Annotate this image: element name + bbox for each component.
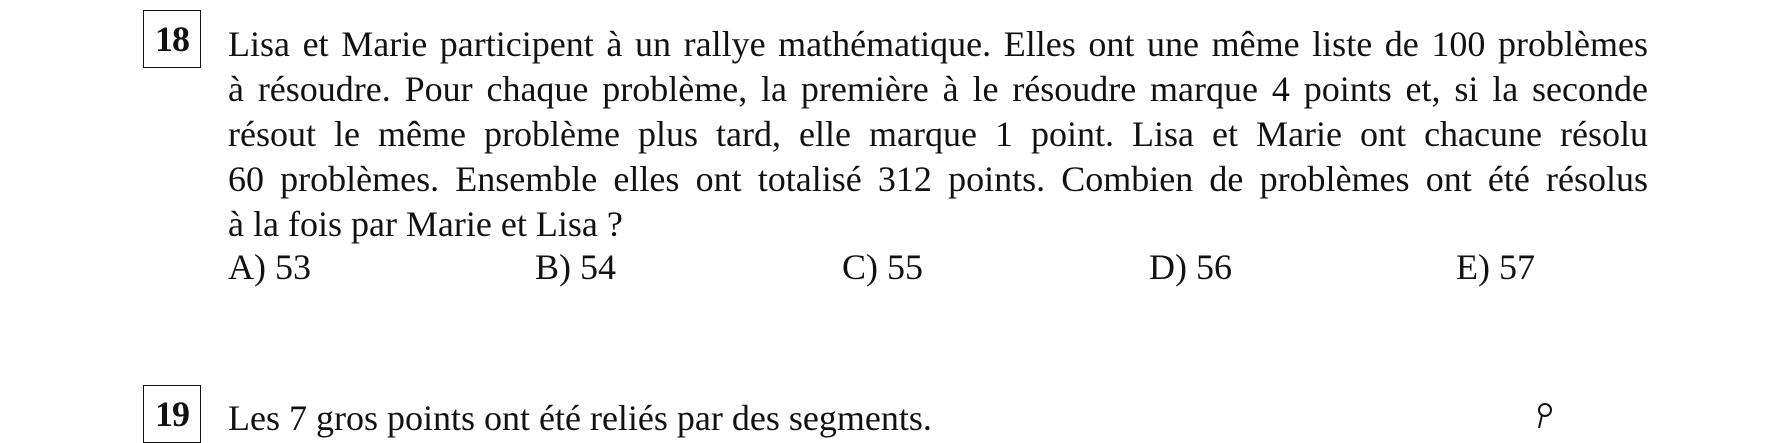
choice-e[interactable]: E) 57 bbox=[1456, 247, 1535, 287]
choice-b[interactable]: B) 54 bbox=[535, 247, 616, 287]
question-19-text bbox=[228, 396, 1648, 441]
choice-d[interactable]: D) 56 bbox=[1149, 247, 1232, 287]
question-18-line-5: à la fois par Marie et Lisa ? bbox=[228, 204, 623, 244]
question-18-line-4: 60 problèmes. Ensemble elles ont totalisé 312 points. Combien de problèmes ont été résolus bbox=[228, 159, 1648, 199]
question-18-line-3: résout le même problème plus tard, elle marque 1 point. Lisa et Marie ont chacune résolu bbox=[228, 114, 1648, 154]
question-number: 19 bbox=[155, 394, 189, 434]
question-18-line-1: Lisa et Marie participent à un rallye mathématique. Elles ont une même liste de 100 problèmes bbox=[228, 24, 1648, 64]
question-18-choices bbox=[228, 245, 1648, 290]
choice-c[interactable]: C) 55 bbox=[842, 247, 923, 287]
question-18-line-2: à résoudre. Pour chaque problème, la première à le résoudre marque 4 points et, si la seconde bbox=[228, 69, 1648, 109]
question-18-number-box bbox=[143, 10, 201, 68]
question-19-number-box bbox=[143, 385, 201, 443]
question-number: 18 bbox=[155, 19, 189, 59]
question-19-line-1: Les 7 gros points ont été reliés par des segments. bbox=[228, 398, 932, 438]
question-18-text bbox=[228, 22, 1648, 247]
choice-a[interactable]: A) 53 bbox=[228, 247, 311, 287]
